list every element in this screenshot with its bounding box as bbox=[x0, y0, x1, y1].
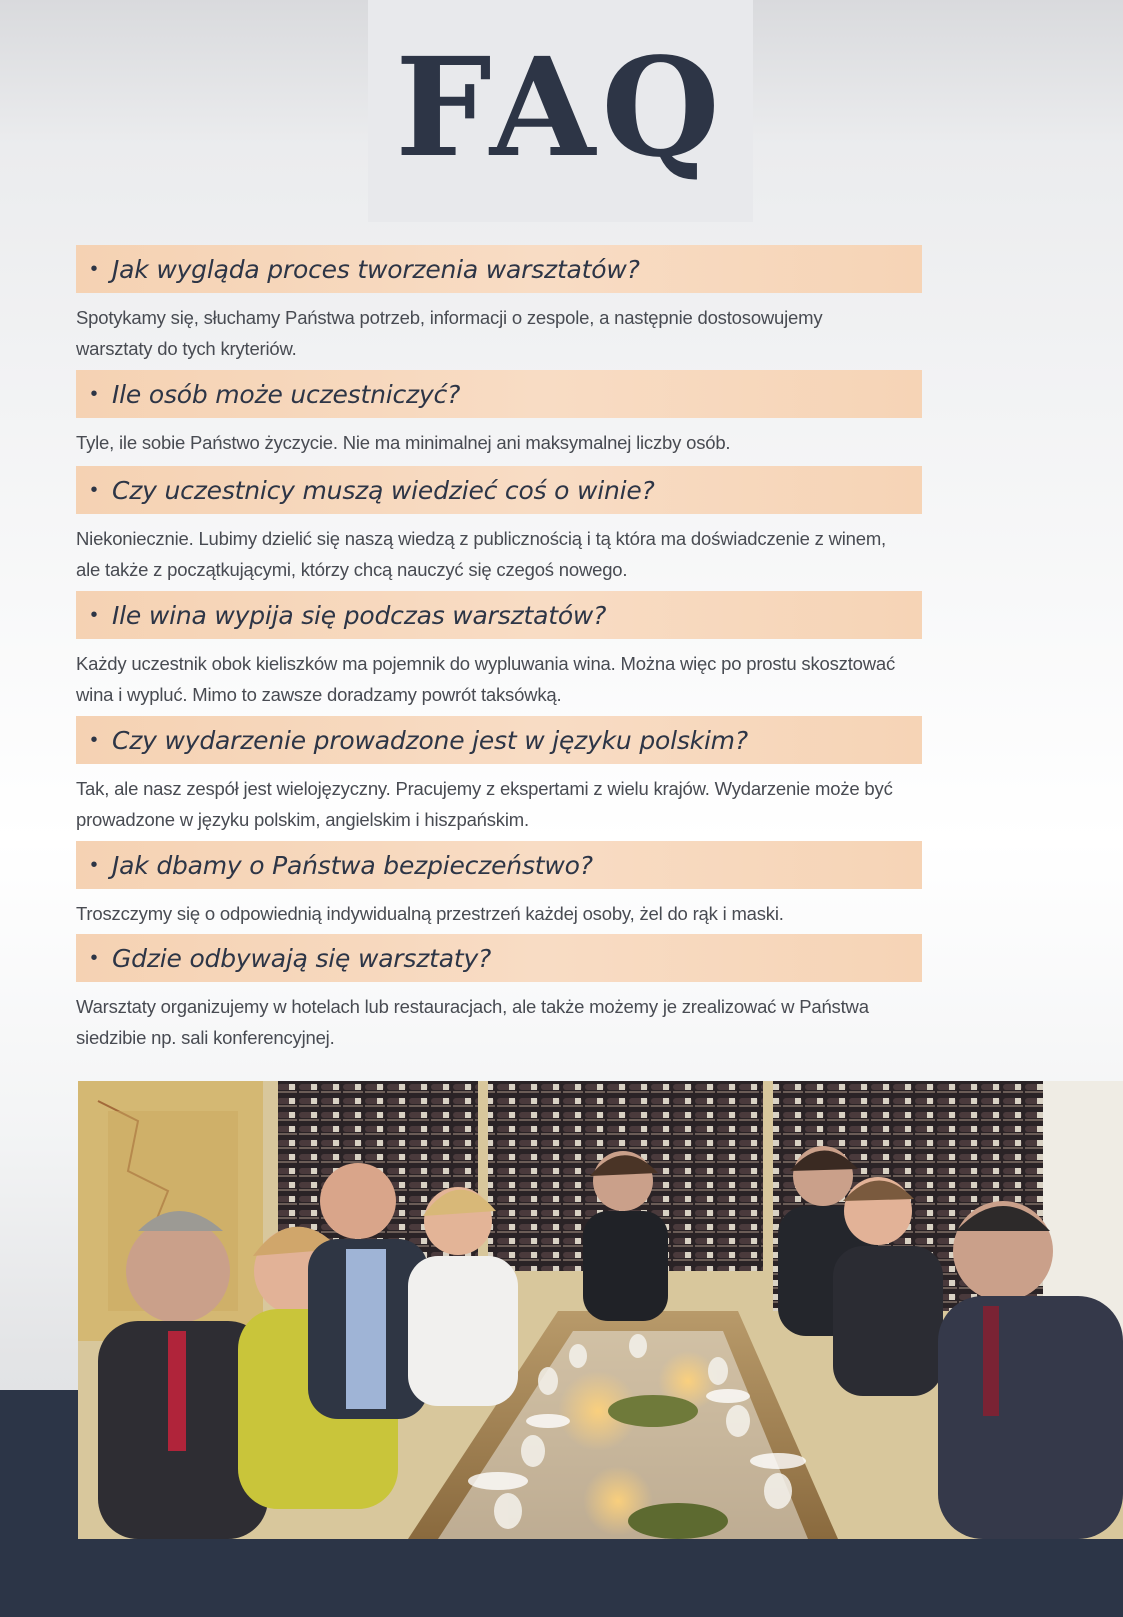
question-bar bbox=[76, 591, 922, 639]
question-bar bbox=[76, 934, 922, 982]
bullet-icon: • bbox=[90, 853, 98, 876]
page-title: FAQ bbox=[395, 28, 726, 188]
faq-item-2 bbox=[76, 370, 922, 458]
bullet-icon: • bbox=[90, 946, 98, 969]
faq-item-1 bbox=[76, 245, 922, 364]
faq-item-4 bbox=[76, 591, 922, 710]
question-bar bbox=[76, 466, 922, 514]
bullet-icon: • bbox=[90, 382, 98, 405]
bullet-icon: • bbox=[90, 478, 98, 501]
question-text: Jak wygląda proces tworzenia warsztatów? bbox=[112, 254, 640, 284]
answer-text: Warsztaty organizujemy w hotelach lub restauracjach, ale także możemy je zrealizować w Państwa siedzibie np. sali konferencyjnej. bbox=[76, 996, 869, 1048]
bullet-icon: • bbox=[90, 603, 98, 626]
question-text: Ile osób może uczestniczyć? bbox=[112, 379, 461, 409]
question-bar bbox=[76, 370, 922, 418]
wine-tasting-photo bbox=[78, 1081, 1123, 1539]
question-text: Czy uczestnicy muszą wiedzieć coś o winie? bbox=[112, 475, 655, 505]
answer-text: Tak, ale nasz zespół jest wielojęzyczny. Pracujemy z ekspertami z wielu krajów. Wydarzenie może być prowadzone w języku polskim, angielskim i hiszpańskim. bbox=[76, 778, 893, 830]
bullet-icon: • bbox=[90, 728, 98, 751]
question-text: Czy wydarzenie prowadzone jest w języku polskim? bbox=[112, 725, 748, 755]
faq-item-3 bbox=[76, 466, 922, 585]
question-bar bbox=[76, 245, 922, 293]
bullet-icon: • bbox=[90, 257, 98, 280]
answer-text: Troszczymy się o odpowiednią indywidualną przestrzeń każdej osoby, żel do rąk i maski. bbox=[76, 903, 784, 924]
question-bar bbox=[76, 716, 922, 764]
question-text: Ile wina wypija się podczas warsztatów? bbox=[112, 600, 607, 630]
title-box bbox=[368, 0, 753, 222]
answer-text: Niekoniecznie. Lubimy dzielić się naszą wiedzą z publicznością i tą która ma doświadczenie z winem, ale także z początkującymi, którzy chcą nauczyć się czegoś nowego. bbox=[76, 528, 886, 580]
faq-item-7 bbox=[76, 934, 922, 1053]
question-text: Jak dbamy o Państwa bezpieczeństwo? bbox=[112, 850, 593, 880]
faq-item-6 bbox=[76, 841, 922, 929]
faq-item-5 bbox=[76, 716, 922, 835]
answer-text: Tyle, ile sobie Państwo życzycie. Nie ma minimalnej ani maksymalnej liczby osób. bbox=[76, 432, 731, 453]
question-bar bbox=[76, 841, 922, 889]
question-text: Gdzie odbywają się warsztaty? bbox=[112, 943, 492, 973]
answer-text: Spotykamy się, słuchamy Państwa potrzeb, informacji o zespole, a następnie dostosowujemy warsztaty do tych kryteriów. bbox=[76, 307, 823, 359]
answer-text: Każdy uczestnik obok kieliszków ma pojemnik do wypluwania wina. Można więc po prostu skosztować wina i wypluć. Mimo to zawsze doradzamy powrót taksówką. bbox=[76, 653, 896, 705]
